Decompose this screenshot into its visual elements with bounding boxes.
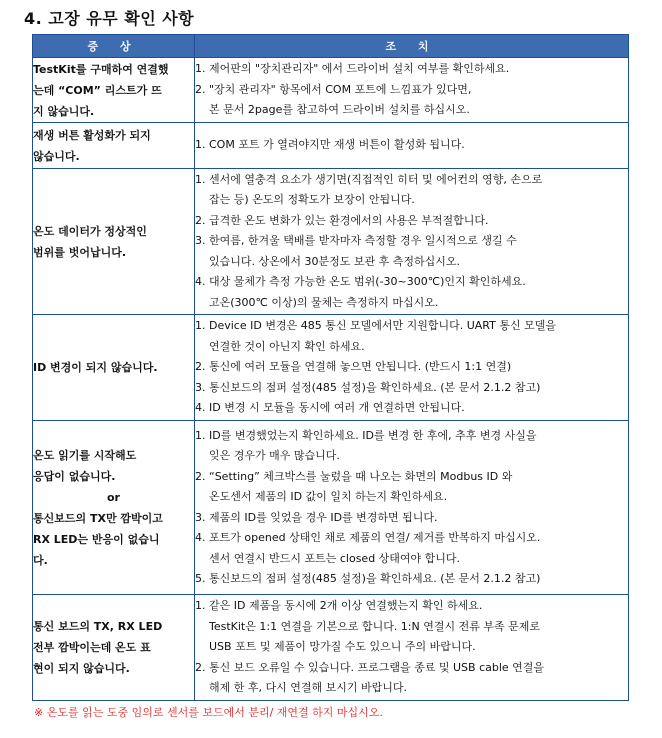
action-line: Device ID 변경은 485 통신 모델에서만 지원합니다. UART 통신 모델을: [209, 319, 556, 333]
action-cell: [195, 595, 629, 701]
action-number: 2.: [195, 469, 206, 483]
action-line: USB 포트 및 제품이 망가질 수도 있으니 주의 바랍니다.: [209, 640, 476, 654]
action-item: [195, 357, 628, 378]
action-cell: [195, 58, 629, 123]
symptom-line: RX LED는 반응이 없습니: [33, 532, 160, 546]
action-item: [195, 272, 628, 313]
action-number: 4.: [195, 401, 206, 415]
action-line: 잡는 등) 온도의 정확도가 보장이 안됩니다.: [209, 193, 415, 207]
symptom-line: 지 않습니다.: [33, 104, 95, 118]
action-line: 제어판의 "장치관리자" 에서 드라이버 설치 여부를 확인하세요.: [209, 62, 510, 76]
symptom-cell: [33, 169, 195, 315]
symptom-line: 다.: [33, 553, 48, 567]
action-item: [195, 135, 628, 156]
action-line: 포트가 opened 상태인 채로 제품의 연결/ 제거를 반복하지 마십시오.: [209, 531, 541, 544]
symptom-line: 온도 데이터가 정상적인: [33, 224, 147, 238]
action-item: [195, 596, 628, 658]
symptom-line-or: or: [107, 490, 120, 504]
action-number: 2.: [195, 213, 206, 227]
action-line: 통신에 여러 모듈을 연결해 놓으면 안됩니다. (반드시 1:1 연결): [209, 360, 512, 374]
action-item: [195, 467, 628, 508]
symptom-line: 않습니다.: [33, 149, 80, 163]
symptom-cell: [33, 315, 195, 421]
action-number: 1.: [195, 62, 206, 76]
action-number: 1.: [195, 138, 206, 152]
action-line: 고온(300℃ 이상)의 물체는 측정하지 마십시오.: [209, 295, 439, 309]
action-line: 본 문서 2page를 참고하여 드라이버 설치를 하십시오.: [209, 103, 470, 117]
action-line: COM 포트 가 열려야지만 재생 버튼이 활성화 됩니다.: [209, 138, 465, 152]
action-number: 2.: [195, 360, 206, 374]
action-line: 온도센서 제품의 ID 값이 일치 하는지 확인하세요.: [209, 490, 448, 503]
action-item: [195, 569, 628, 590]
action-cell: [195, 169, 629, 315]
action-item: [195, 316, 628, 357]
action-line: "장치 관리자" 항목에서 COM 포트에 느낌표가 있다면,: [209, 82, 472, 96]
action-cell: [195, 315, 629, 421]
symptom-line: 전부 깜박이는데 온도 표: [33, 641, 151, 654]
symptom-line: 통신 보드의 TX, RX LED: [33, 620, 163, 633]
action-line: 있습니다. 상온에서 30분정도 보관 후 측정하십시오.: [209, 254, 460, 268]
troubleshooting-table: [32, 34, 629, 701]
action-number: 3.: [195, 234, 206, 248]
action-cell: [195, 123, 629, 169]
action-item: [195, 59, 628, 80]
action-line: 통신 보드 오류일 수 있습니다. 프로그램을 종료 및 USB cable 연결을: [209, 660, 545, 674]
action-item: [195, 398, 628, 419]
symptom-line: 범위를 벗어납니다.: [33, 245, 127, 259]
action-line: ID 변경 시 모듈을 동시에 여러 개 연결하면 안됩니다.: [209, 401, 465, 415]
action-number: 5.: [195, 572, 206, 585]
action-line: 제품의 ID를 잊었을 경우 ID를 변경하면 됩니다.: [209, 510, 438, 524]
table-row: [33, 421, 629, 595]
action-number: 1.: [195, 599, 206, 613]
action-item: [195, 80, 628, 121]
action-item: [195, 426, 628, 467]
table-row: [33, 169, 629, 315]
table-header-row: [33, 35, 629, 58]
action-number: 1.: [195, 319, 206, 333]
section-title: 4. 고장 유무 확인 사항: [24, 9, 195, 28]
action-number: 3.: [195, 380, 206, 394]
action-line: 센서 연결시 반드시 포트는 closed 상태여야 합니다.: [209, 551, 461, 565]
action-item: [195, 231, 628, 272]
action-line: 연결한 것이 아닌지 확인 하세요.: [209, 339, 365, 353]
symptom-line: ID 변경이 되지 않습니다.: [33, 361, 158, 374]
action-item: [195, 508, 628, 529]
symptom-line: 온도 읽기를 시작해도: [33, 448, 137, 462]
table-row: [33, 123, 629, 169]
warning-footnote: ※ 온도를 읽는 도중 임의로 센서를 보드에서 분리/ 재연결 하지 마십시오.: [34, 706, 383, 719]
action-line: “Setting” 체크박스를 눌렀을 때 나오는 화면의 Modbus ID 와: [209, 469, 513, 483]
action-line: 급격한 온도 변화가 있는 환경에서의 사용은 부적절합니다.: [209, 213, 489, 227]
action-line: 잊은 경우가 매우 많습니다.: [209, 449, 340, 462]
action-item: [195, 658, 628, 699]
header-action: 조 치: [195, 35, 629, 58]
table-row: [33, 315, 629, 421]
symptom-cell: [33, 595, 195, 701]
action-line: 통신보드의 점퍼 설정(485 설정)을 확인하세요. (본 문서 2.1.2 참고): [209, 380, 541, 394]
symptom-line: 통신보드의 TX만 깜박이고: [33, 511, 163, 525]
action-number: 4.: [195, 531, 206, 544]
action-item: [195, 211, 628, 232]
table-row: [33, 595, 629, 701]
action-line: 같은 ID 제품을 동시에 2개 이상 연결했는지 확인 하세요.: [209, 599, 483, 613]
action-line: 대상 물체가 측정 가능한 온도 범위(-30~300℃)인지 확인하세요.: [209, 275, 526, 289]
action-cell: [195, 421, 629, 595]
action-item: [195, 378, 628, 399]
action-number: 1.: [195, 172, 206, 186]
action-line: ID를 변경했었는지 확인하세요. ID를 변경 한 후에, 추후 변경 사실을: [209, 428, 537, 442]
symptom-cell: [33, 421, 195, 595]
action-number: 2.: [195, 660, 206, 674]
action-line: 센서에 열충격 요소가 생기면(직접적인 히터 및 에어컨의 영향, 손으로: [209, 172, 543, 186]
symptom-line: 재생 버튼 활성화가 되지: [33, 128, 151, 142]
action-line: 한여름, 한겨울 택배를 받자마자 측정할 경우 일시적으로 생길 수: [209, 234, 517, 248]
action-line: 통신보드의 점퍼 설정(485 설정)을 확인하세요. (본 문서 2.1.2 참고): [209, 572, 541, 585]
table-row: [33, 58, 629, 123]
action-number: 4.: [195, 275, 206, 289]
action-number: 3.: [195, 510, 206, 524]
symptom-line: 는데 “COM” 리스트가 뜨: [33, 83, 162, 97]
action-number: 1.: [195, 428, 206, 442]
action-number: 2.: [195, 82, 206, 96]
symptom-line: TestKit를 구매하여 연결했: [33, 62, 169, 76]
header-symptom: 증 상: [33, 35, 195, 58]
symptom-line: 현이 되지 않습니다.: [33, 662, 130, 675]
symptom-line: 응답이 없습니다.: [33, 469, 116, 483]
action-item: [195, 170, 628, 211]
action-line: TestKit은 1:1 연결을 기본으로 합니다. 1:N 연결시 전류 부족 문제로: [209, 619, 540, 633]
action-item: [195, 528, 628, 569]
action-line: 해제 한 후, 다시 연결해 보시기 바랍니다.: [209, 681, 407, 695]
symptom-cell: [33, 123, 195, 169]
symptom-cell: [33, 58, 195, 123]
